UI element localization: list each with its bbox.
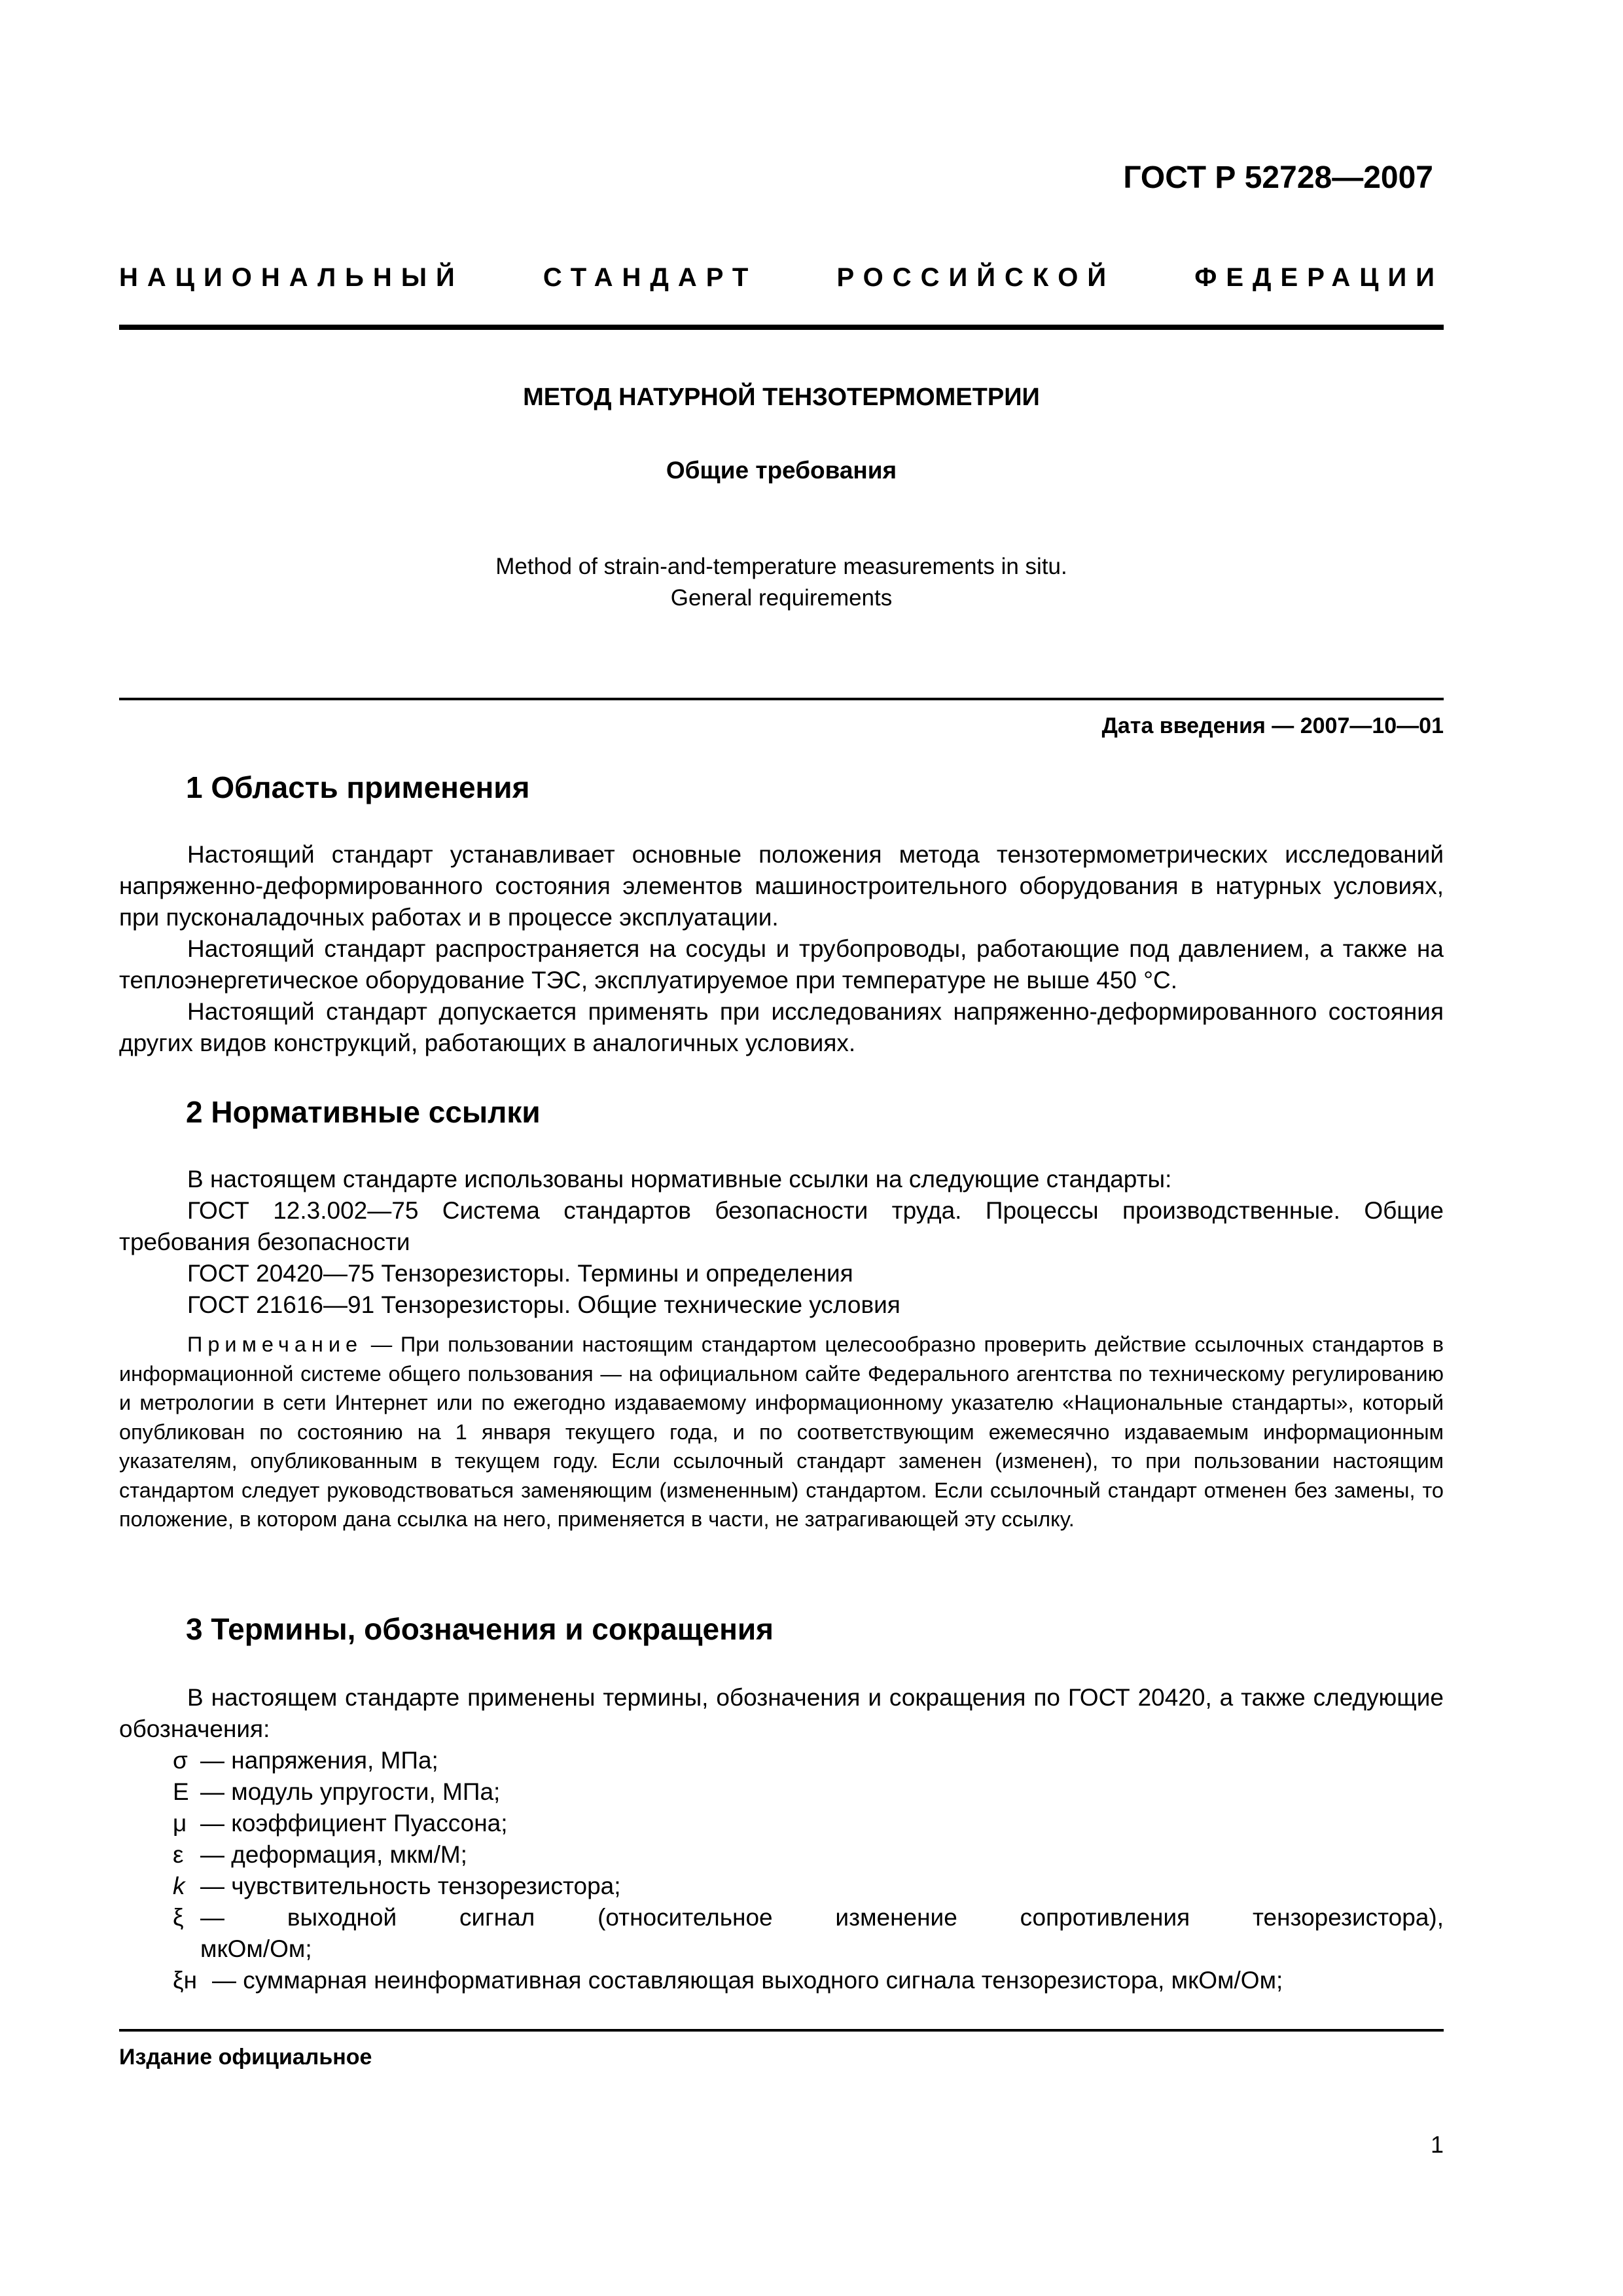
banner-word: РОССИЙСКОЙ (836, 263, 1116, 292)
symbol-definition (173, 1808, 1444, 1839)
reference-item: ГОСТ 21616—91 Тензорезисторы. Общие технические условия (187, 1291, 901, 1318)
symbol-definition (173, 1776, 1444, 1808)
symbol: k (173, 1873, 185, 1899)
symbol-description: — модуль упругости, МПа; (200, 1778, 501, 1805)
symbol-definition (173, 1965, 1444, 1996)
introduction-date: Дата введения — 2007—10—01 (1101, 713, 1444, 738)
symbol-definition-continuation (173, 1933, 1444, 1965)
document-title: МЕТОД НАТУРНОЙ ТЕНЗОТЕРМОМЕТРИИ (523, 384, 1040, 411)
symbol-description: — коэффициент Пуассона; (200, 1810, 508, 1837)
english-title (119, 551, 1444, 614)
paragraph: В настоящем стандарте применены термины, обозначения и сокращения по ГОСТ 20420, а также следующие обозначения: (119, 1684, 1444, 1742)
paragraph: Настоящий стандарт допускается применять при исследованиях напряженно-деформированного состояния других видов конструкций, работающих в аналогичных условиях. (119, 998, 1444, 1056)
symbol: E (173, 1778, 189, 1805)
banner-word: СТАНДАРТ (543, 263, 758, 292)
symbol: ξн (173, 1967, 197, 1994)
symbol: μ (173, 1810, 187, 1837)
title-divider (119, 698, 1444, 700)
paragraph: Настоящий стандарт распространяется на сосуды и трубопроводы, работающие под давлением, а также на теплоэнергетическое оборудование ТЭС, эксплуатируемое при температуре не выше 450 °С. (119, 935, 1444, 994)
section-heading: 3 Термины, обозначения и сокращения (186, 1612, 774, 1646)
symbol-definition (173, 1839, 1444, 1871)
reference-item: ГОСТ 20420—75 Тензорезисторы. Термины и определения (187, 1260, 853, 1287)
gost-code: ГОСТ Р 52728—2007 (1123, 160, 1433, 195)
symbol-description: — деформация, мкм/М; (200, 1841, 467, 1868)
symbol-description: — напряжения, МПа; (200, 1747, 438, 1774)
symbol-description: — суммарная неинформативная составляющая выходного сигнала тензорезистора, мкОм/Ом; (212, 1967, 1283, 1994)
symbol-description: мкОм/Ом; (200, 1935, 312, 1962)
page-number: 1 (1430, 2131, 1444, 2158)
document-subtitle: Общие требования (666, 457, 897, 484)
note-text: — При пользовании настоящим стандартом целесообразно проверить действие ссылочных стандартов в информационной системе общего пользования — на официальном сайте Федерального агентства по техническому регулированию и метрологии в сети Интернет или по ежегодно издаваемому информационному указателю «Национальные стандарты», который опубликован по состоянию на 1 января текущего года, и по соответствующим ежемесячно издаваемым информационным указателям, опубликованным в текущем году. Если ссылочный стандарт заменен (изменен), то при пользовании настоящим стандартом следует руководствоваться заменяющим (измененным) стандартом. Если ссылочный стандарт отменен без замены, то положение, в котором дана ссылка на него, применяется в части, не затрагивающей эту ссылку. (119, 1333, 1444, 1531)
symbol-definition (173, 1871, 1444, 1902)
national-standard-banner (119, 263, 1444, 293)
header-divider (119, 325, 1444, 330)
note-label: Примечание (187, 1333, 363, 1356)
symbol-definition (173, 1902, 1444, 1933)
english-title-line: General requirements (670, 585, 893, 611)
footer-divider (119, 2029, 1444, 2032)
note (119, 1330, 1444, 1534)
reference-item: ГОСТ 12.3.002—75 Система стандартов безопасности труда. Процессы производственные. Общие требования безопасности (119, 1197, 1444, 1255)
symbol (173, 1933, 200, 1965)
symbol: ξ (173, 1904, 184, 1931)
section-heading: 2 Нормативные ссылки (186, 1095, 541, 1129)
paragraph: В настоящем стандарте использованы нормативные ссылки на следующие стандарты: (187, 1166, 1172, 1193)
symbol: σ (173, 1747, 188, 1774)
banner-word: ФЕДЕРАЦИИ (1194, 263, 1444, 292)
banner-word: НАЦИОНАЛЬНЫЙ (119, 263, 464, 292)
symbol: ε (173, 1841, 184, 1868)
symbol-description: — выходной сигнал (относительное изменение сопротивления тензорезистора), (200, 1904, 1444, 1931)
english-title-line: Method of strain-and-temperature measurements in situ. (495, 554, 1067, 579)
edition-label: Издание официальное (119, 2045, 372, 2070)
symbol-definition (173, 1745, 1444, 1776)
symbol-description: — чувствительность тензорезистора; (200, 1873, 621, 1899)
paragraph: Настоящий стандарт устанавливает основные положения метода тензотермометрических исследований напряженно-деформированного состояния элементов машиностроительного оборудования в натурных условиях, при пусконаладочных работах и в процессе эксплуатации. (119, 841, 1444, 931)
section-heading: 1 Область применения (186, 770, 530, 804)
